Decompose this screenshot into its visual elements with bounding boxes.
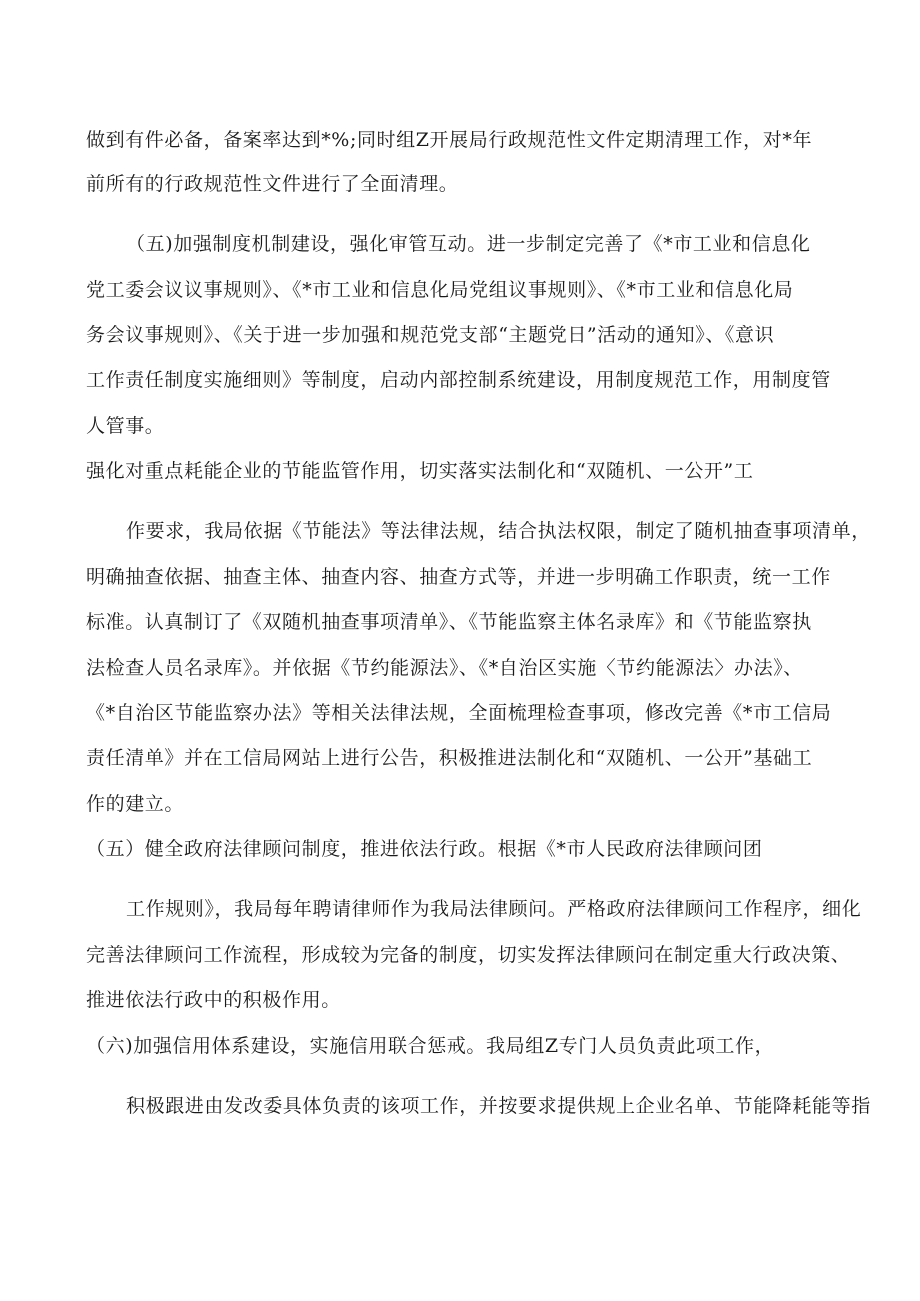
text-line: （五）健全政府法律顾问制度，推进依法行政。根据《*市人民政府法律顾问团 xyxy=(86,838,763,860)
text-line: 人管事。 xyxy=(86,415,165,437)
text-line: 工作责任制度实施细则》等制度，启动内部控制系统建设，用制度规范工作，用制度管 xyxy=(86,369,831,391)
text-line: 推进依法行政中的积极作用。 xyxy=(86,989,341,1011)
text-line: 明确抽查依据、抽查主体、抽查内容、抽查方式等，并进一步明确工作职责，统一工作 xyxy=(86,566,831,588)
text-line: 作的建立。 xyxy=(86,793,185,815)
text-line: 做到有件必备，备案率达到*%;同时组Z开展局行政规范性文件定期清理工作，对*年 xyxy=(86,129,813,151)
paragraph-start-line: 作要求，我局依据《节能法》等法律法规，结合执法权限，制定了随机抽查事项清单， xyxy=(126,520,871,542)
paragraph-heading-line: 工作规则》，我局每年聘请律师作为我局法律顾问。严格政府法律顾问工作程序，细化 xyxy=(126,898,862,920)
text-line: 务会议事规则》、《关于进一步加强和规范党支部“主题党日”活动的通知》、《意识 xyxy=(86,324,775,346)
text-line: 完善法律顾问工作流程，形成较为完备的制度，切实发挥法律顾问在制定重大行政决策、 xyxy=(86,944,851,966)
text-line: 党工委会议议事规则》、《*市工业和信息化局党组议事规则》、《*市工业和信息化局 xyxy=(86,279,794,301)
paragraph-heading-line: 积极跟进由发改委具体负责的该项工作，并按要求提供规上企业名单、节能降耗能等指 xyxy=(126,1095,871,1117)
text-line: 前所有的行政规范性文件进行了全面清理。 xyxy=(86,173,459,195)
text-line: 强化对重点耗能企业的节能监管作用，切实落实法制化和“双随机、一公开”工 xyxy=(86,460,754,482)
text-line: 法检查人员名录库》。并依据《节约能源法》、《*自治区实施〈节约能源法〉办法》、 xyxy=(86,657,803,679)
text-line: 责任清单》并在工信局网站上进行公告，积极推进法制化和“双随机、一公开”基础工 xyxy=(86,747,813,769)
text-line: 标准。认真制订了《双随机抽查事项清单》、《节能监察主体名录库》和《节能监察执 xyxy=(86,611,812,633)
text-line: （六)加强信用体系建设，实施信用联合惩戒。我局组Z专门人员负责此项工作， xyxy=(86,1035,775,1057)
paragraph-heading-line: （五)加强制度机制建设，强化审管互动。进一步制定完善了《*市工业和信息化 xyxy=(126,233,811,255)
text-line: 《*自治区节能监察办法》等相关法律法规，全面梳理检查事项，修改完善《*市工信局 xyxy=(86,702,832,724)
